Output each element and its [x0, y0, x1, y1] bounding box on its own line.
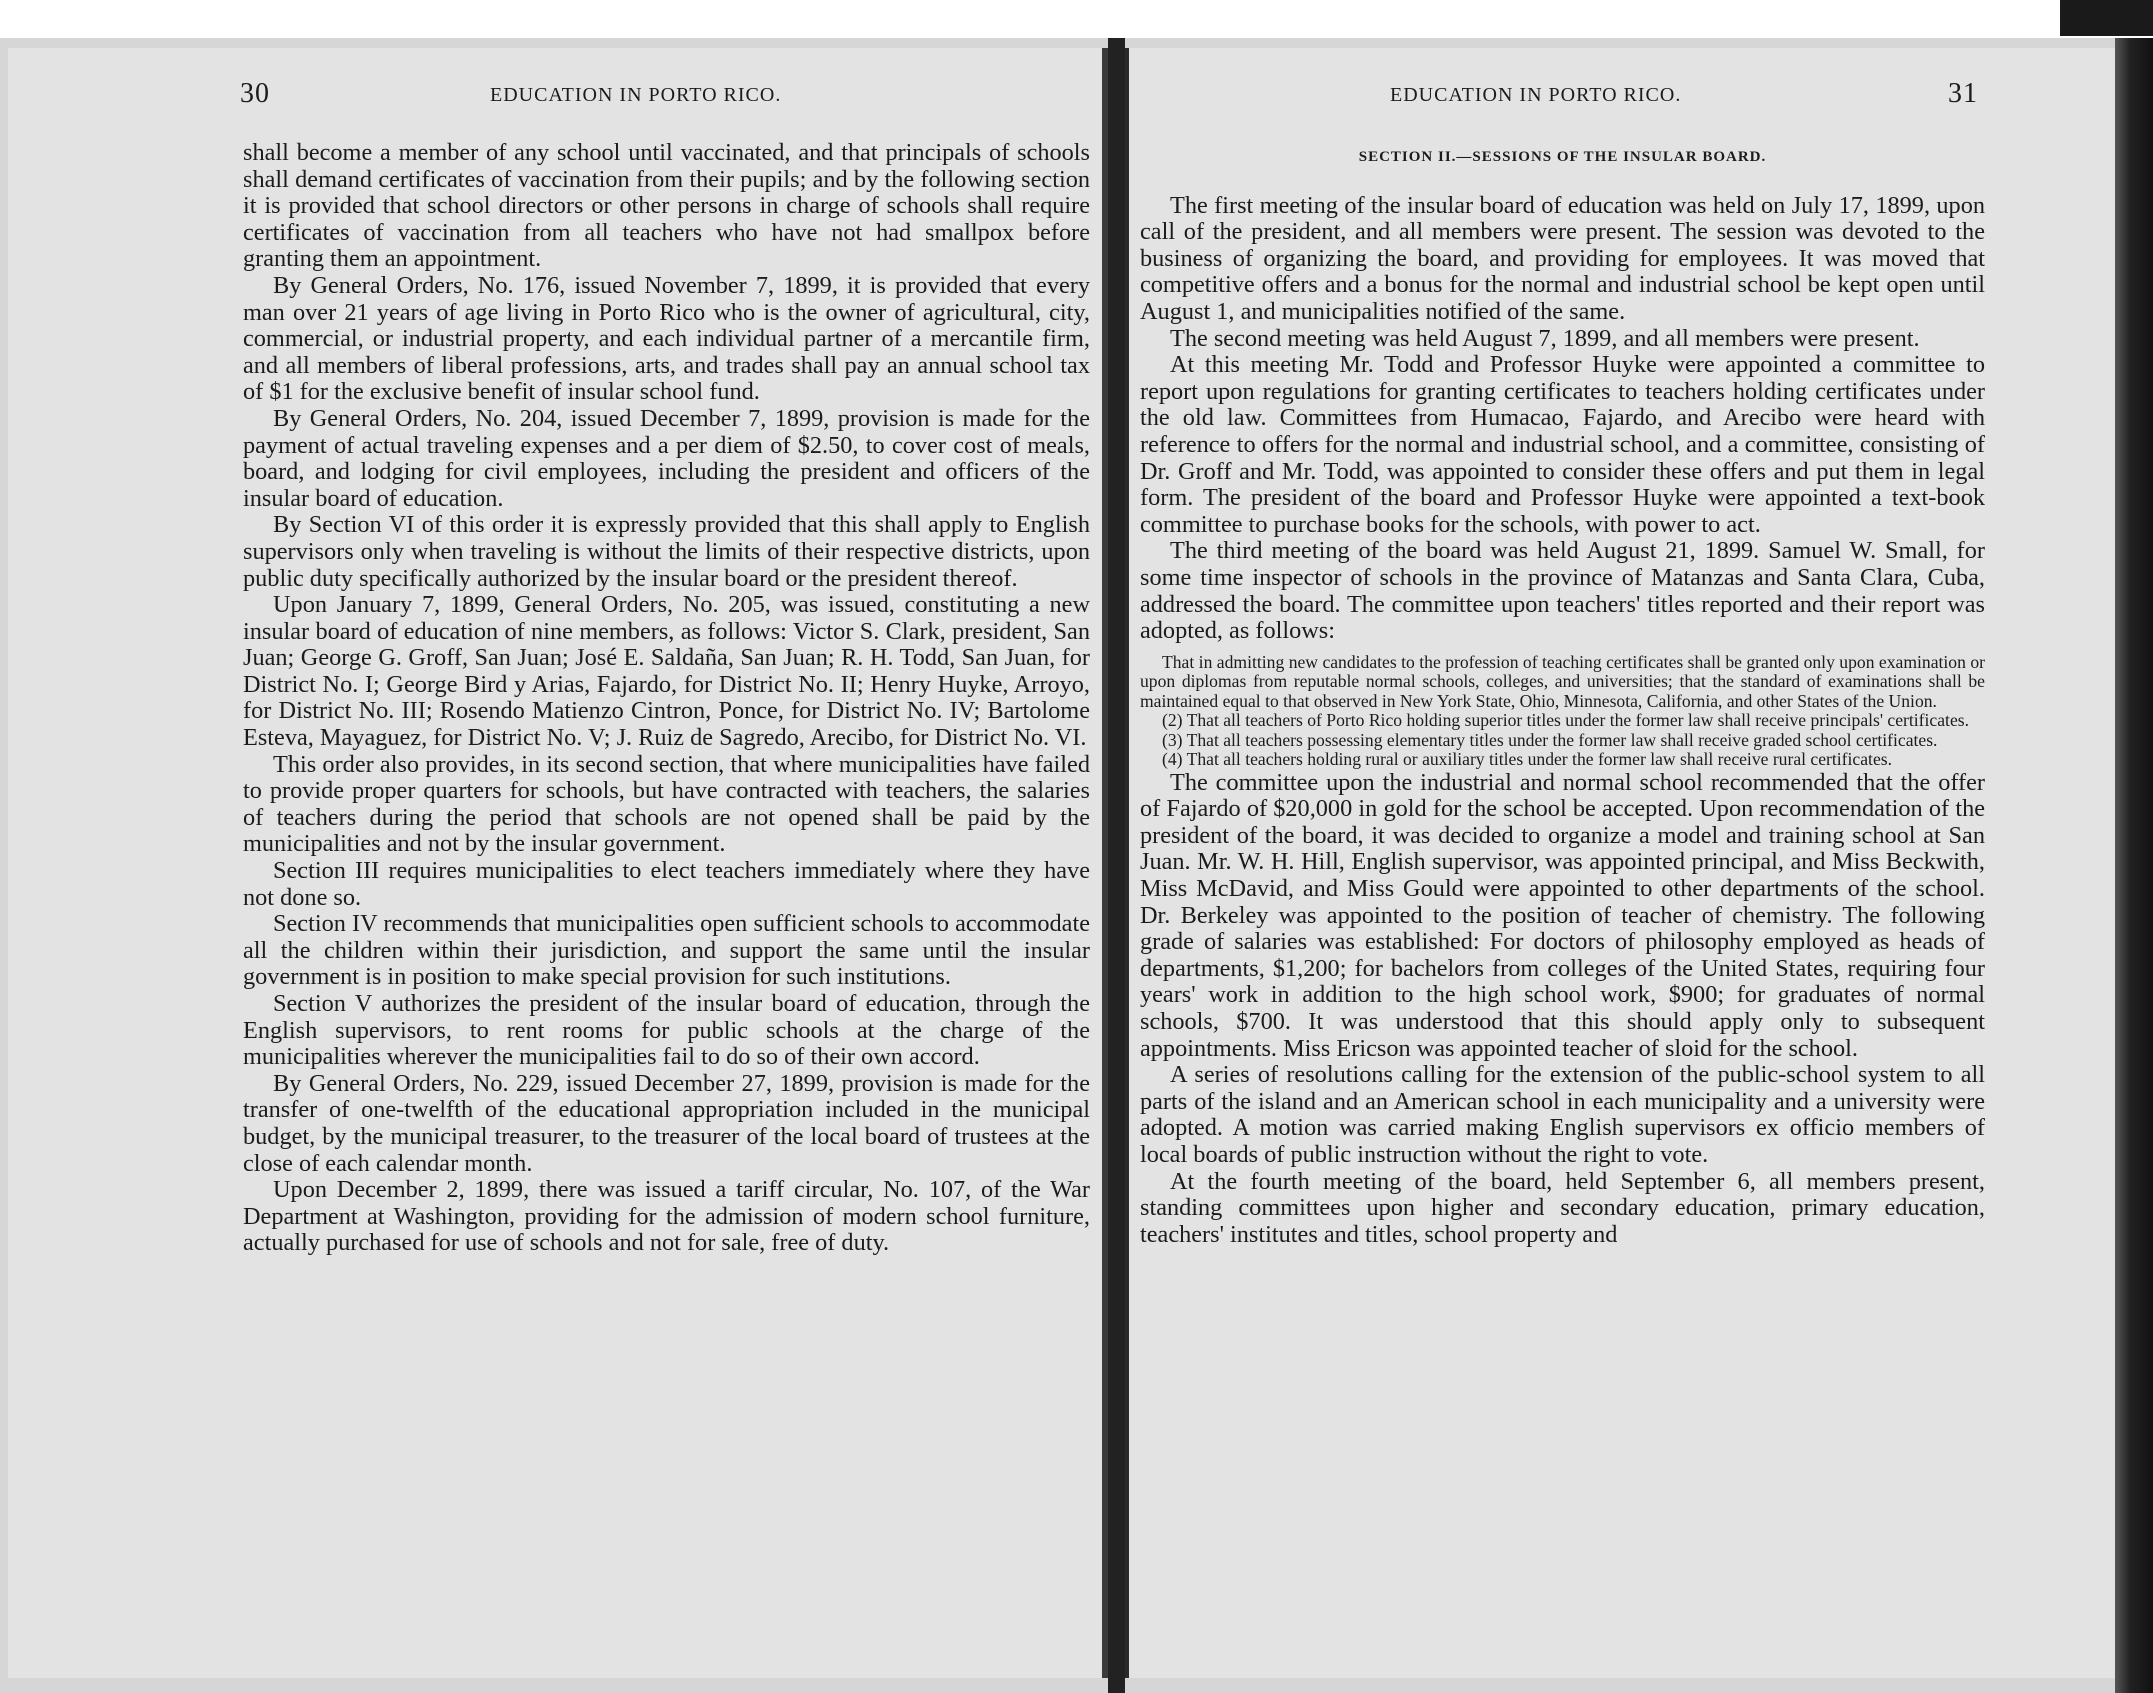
- left-paragraph: Upon December 2, 1899, there was issued a tariff circular, No. 107, of the War Department at Washington, providing for the admission of modern school furniture, actually purchased for use of schools and not for sale, free of duty.: [243, 1176, 1090, 1257]
- left-paragraph: By General Orders, No. 204, issued December 7, 1899, provision is made for the payment of actual traveling expenses and a per diem of $2.50, to cover cost of meals, board, and lodging for civil employees, including the president and officers of the insular board of education.: [243, 404, 1090, 512]
- left-body-text: [243, 140, 1090, 1257]
- left-running-head: [240, 78, 1090, 120]
- left-page-number: 30: [240, 78, 270, 109]
- scan-margin-top: [0, 0, 2153, 40]
- left-running-title: EDUCATION IN PORTO RICO.: [490, 84, 782, 106]
- right-body-text: [1140, 142, 1985, 1248]
- left-paragraph: Section IV recommends that municipalities open sufficient schools to accommodate all the children within their jurisdiction, and support the same until the insular government is in position to make special provision for such institutions.: [243, 910, 1090, 991]
- left-paragraph: By Section VI of this order it is expressly provided that this shall apply to English supervisors only when traveling is without the limits of their respective districts, upon public duty specifically authorized by the insular board or the president thereof.: [243, 511, 1090, 592]
- left-paragraph: Section III requires municipalities to elect teachers immediately where they have not done so.: [243, 857, 1090, 911]
- right-paragraph: A series of resolutions calling for the extension of the public-school system to all parts of the island and an American school in each municipality and a university were adopted. A motion was carried making English supervisors ex officio members of local boards of public instruction without the right to vote.: [1140, 1061, 1985, 1168]
- left-paragraph: By General Orders, No. 176, issued November 7, 1899, it is provided that every man over 21 years of age living in Porto Rico who is the owner of agricultural, city, commercial, or industrial property, and each individual partner of a mercantile firm, and all members of liberal professions, arts, and trades shall pay an annual school tax of $1 for the exclusive benefit of insular school fund.: [243, 271, 1090, 406]
- book-edge: [2115, 38, 2153, 1693]
- section-heading: SECTION II.—SESSIONS OF THE INSULAR BOARD.: [1358, 149, 1767, 165]
- right-paragraph: At the fourth meeting of the board, held September 6, all members present, standing committees upon higher and secondary education, primary education, teachers' institutes and titles, school property and: [1140, 1167, 1985, 1248]
- left-paragraph: Upon January 7, 1899, General Orders, No. 205, was issued, constituting a new insular board of education of nine members, as follows: Victor S. Clark, president, San Juan; George G. Groff, San Juan; José E. Saldaña, San Juan; R. H. Todd, San Juan, for District No. I; George Bird y Arias, Fajardo, for District No. II; Henry Huyke, Arroyo, for District No. III; Rosendo Matienzo Cintron, Ponce, for District No. IV; Bartolome Esteva, Mayaguez, for District No. V; J. Ruiz de Sagredo, Arecibo, for District No. VI.: [243, 591, 1090, 752]
- report-item: (2) That all teachers of Porto Rico holding superior titles under the former law shall receive principals' certificates.: [1162, 710, 1969, 731]
- right-paragraph: The committee upon the industrial and normal school recommended that the offer of Fajardo of $20,000 in gold for the school be accepted. Upon recommendation of the president of the board, it was decided to organize a model and training school at San Juan. Mr. W. H. Hill, English supervisor, was appointed principal, and Miss Beckwith, Miss McDavid, and Miss Gould were appointed to other departments of the school. Dr. Berkeley was appointed to the position of teacher of chemistry. The following grade of salaries was established: For doctors of philosophy employed as heads of departments, $1,200; for bachelors from colleges of the United States, requiring four years' work in addition to the high school work, $900; for graduates of normal schools, $700. It was understood that this should apply only to subsequent appointments. Miss Ericson was appointed teacher of sloid for the school.: [1140, 768, 1985, 1062]
- left-paragraph: This order also provides, in its second section, that where municipalities have failed to provide proper quarters for schools, but have contracted with teachers, the salaries of teachers during the period that schools are not opened shall be paid by the municipalities and not by the insular government.: [243, 750, 1090, 858]
- left-paragraph: Section V authorizes the president of the insular board of education, through the English supervisors, to rent rooms for public schools at the charge of the municipalities wherever the municipalities fail to do so of their own accord.: [243, 990, 1090, 1071]
- report-item: (3) That all teachers possessing elementary titles under the former law shall receive graded school certificates.: [1162, 729, 1938, 750]
- report-item: (4) That all teachers holding rural or auxiliary titles under the former law shall receive rural certificates.: [1162, 749, 1892, 770]
- right-paragraph: The first meeting of the insular board of education was held on July 17, 1899, upon call of the president, and all members were present. The session was devoted to the business of organizing the board, and providing for employees. It was moved that competitive offers and a bonus for the normal and industrial school be kept open until August 1, and municipalities notified of the same.: [1140, 191, 1985, 325]
- left-paragraph: By General Orders, No. 229, issued December 27, 1899, provision is made for the transfer of one-twelfth of the educational appropriation included in the municipal budget, by the municipal treasurer, to the treasurer of the local board of trustees at the close of each calendar month.: [243, 1069, 1090, 1177]
- right-paragraph: The third meeting of the board was held August 21, 1899. Samuel W. Small, for some time inspector of schools in the province of Matanzas and Santa Clara, Cuba, addressed the board. The committee upon teachers' titles reported and their report was adopted, as follows:: [1140, 537, 1985, 645]
- report-item: That in admitting new candidates to the profession of teaching certificates shall be granted only upon examination or upon diplomas from reputable normal schools, colleges, and universities; that the standard of examinations shall be maintained equal to that observed in New York State, Ohio, Minnesota, California, and other States of the Union.: [1140, 651, 1985, 711]
- scan-edge-bar: [2060, 0, 2153, 36]
- right-paragraph: The second meeting was held August 7, 1899, and all members were present.: [1170, 324, 1920, 352]
- book-spine: [1108, 38, 1125, 1693]
- right-running-title: EDUCATION IN PORTO RICO.: [1390, 84, 1682, 106]
- left-paragraph: shall become a member of any school until vaccinated, and that principals of schools shall demand certificates of vaccination from their pupils; and by the following section it is provided that school directors or other persons in charge of schools shall require certificates of vaccination from all teachers who have not had smallpox before granting them an appointment.: [243, 139, 1090, 273]
- right-paragraph: At this meeting Mr. Todd and Professor Huyke were appointed a committee to report upon regulations for granting certificates to teachers holding certificates under the old law. Committees from Humacao, Fajardo, and Arecibo were heard with reference to offers for the normal and industrial school, and a committee, consisting of Dr. Groff and Mr. Todd, was appointed to consider these offers and put them in legal form. The president of the board and Professor Huyke were appointed a text-book committee to purchase books for the schools, with power to act.: [1140, 351, 1985, 538]
- right-page-number: 31: [1948, 78, 1978, 109]
- right-running-head: [1140, 78, 1985, 120]
- committee-report: [1140, 653, 1985, 770]
